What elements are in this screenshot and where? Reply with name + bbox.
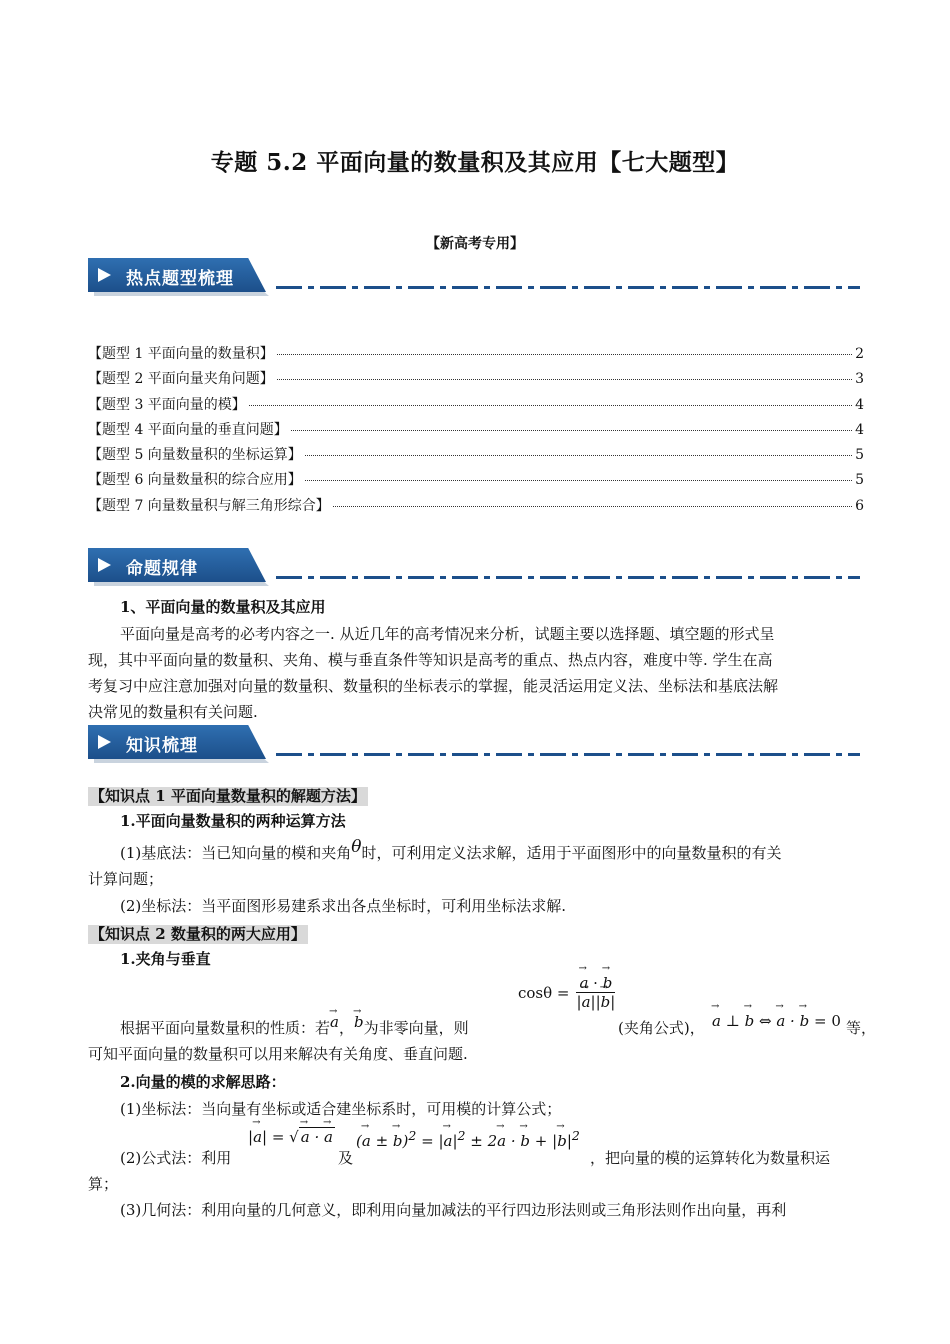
banner-dash-line [276, 286, 860, 289]
perpendicular-condition: → a ⊥ → b ⇔ → a · → b = 0 [712, 1012, 841, 1030]
page-title: 专题 5.2 平面向量的数量积及其应用【七大题型】 [210, 149, 740, 176]
toc-leader-dots [277, 379, 852, 380]
kp1-item-1-text-a: (1)基底法：当已知向量的模和夹角 [120, 844, 352, 862]
kp2-method-2 [120, 1146, 231, 1172]
cosine-formula [518, 974, 618, 1011]
toc-entry-text: 【题型 3 平面向量的模】 [88, 396, 246, 413]
toc-page-number: 2 [855, 346, 864, 362]
vector-a: → a [330, 1010, 339, 1036]
kp2-method-2-text-b: ，把向量的模的运算转化为数量积运 [590, 1149, 831, 1167]
banner-knowledge [88, 725, 868, 765]
toc-leader-dots [333, 506, 852, 507]
toc-page-number: 5 [855, 447, 864, 464]
banner-label: 命题规律 [126, 559, 198, 579]
banner-dash-line [276, 753, 860, 756]
toc-entry-text: 【题型 1 平面向量的数量积】 [88, 346, 274, 362]
toc-page-number: 5 [855, 472, 864, 489]
banner-exam-rules [88, 548, 868, 588]
comma: ， [338, 1019, 354, 1037]
modulus-formula: |→ a| = √→ a · → a [248, 1128, 335, 1146]
toc-row[interactable] [88, 469, 864, 494]
knowledge-point-2-tag: 【知识点 2 数量积的两大应用】 [90, 925, 306, 943]
angle-formula-note: (夹角公式)， [618, 1019, 705, 1037]
toc-page-number: 4 [855, 421, 864, 438]
banner-hot-topics [88, 258, 868, 298]
kp2-method-2-cont: 算； [88, 1175, 119, 1193]
toc-page-number: 3 [855, 371, 864, 388]
rule-line-2: 现，其中平面向量的数量积、夹角、模与垂直条件等知识是高考的重点、热点内容，难度中等. 学生在高 [88, 651, 773, 669]
kp1-item-1-cont: 计算问题； [88, 870, 164, 888]
toc-row[interactable] [88, 419, 864, 444]
banner-label: 知识梳理 [126, 736, 198, 756]
vector-b: → b [354, 1010, 364, 1036]
toc-leader-dots [291, 430, 852, 431]
toc-leader-dots [305, 455, 852, 456]
kp2-line-1-text-b: 为非零向量，则 [363, 1019, 469, 1037]
perp-tail: 等， [846, 1019, 877, 1037]
banner-label: 热点题型梳理 [126, 269, 234, 289]
toc-row[interactable] [88, 444, 864, 469]
kp2-heading-1: 1.夹角与垂直 [120, 950, 211, 968]
toc-page-number: 4 [855, 396, 864, 413]
kp2-method-1: (1)坐标法：当向量有坐标或适合建坐标系时，可用模的计算公式； [120, 1100, 562, 1118]
rule-line-1: 平面向量是高考的必考内容之一. 从近几年的高考情况来分析，试题主要以选择题、填空题的形式呈 [120, 625, 775, 643]
toc-entry-text: 【题型 4 平面向量的垂直问题】 [88, 421, 288, 438]
toc-row[interactable] [88, 394, 864, 419]
toc-row[interactable] [88, 343, 864, 368]
play-triangle-icon [98, 558, 111, 572]
kp1-item-1-text-b: 时，可利用定义法求解，适用于平面图形中的向量数量积的有关 [361, 844, 782, 862]
play-triangle-icon [98, 735, 111, 749]
cosine-fraction [574, 974, 619, 1011]
toc-entry-text: 【题型 6 向量数量积的综合应用】 [88, 472, 302, 489]
knowledge-point-1-tag: 【知识点 1 平面向量数量积的解题方法】 [90, 787, 366, 805]
theta-symbol: θ [351, 837, 362, 857]
play-triangle-icon [98, 268, 111, 282]
kp2-method-3: (3)几何法：利用向量的几何意义，即利用向量加减法的平行四边形法则或三角形法则作出向量，再利 [120, 1201, 787, 1219]
rule-line-4: 决常见的数量积有关问题. [88, 703, 258, 721]
rule-heading: 1、平面向量的数量积及其应用 [120, 598, 326, 616]
rule-line-3: 考复习中应注意加强对向量的数量积、数量积的坐标表示的掌握，能灵活运用定义法、坐标法和基底法解 [88, 677, 779, 695]
toc-leader-dots [277, 354, 852, 355]
toc-entry-text: 【题型 5 向量数量积的坐标运算】 [88, 447, 302, 464]
toc-row[interactable] [88, 495, 864, 520]
and-word: 及 [338, 1149, 354, 1167]
kp1-heading: 1.平面向量数量积的两种运算方法 [120, 812, 346, 830]
kp2-method-2-text-a: (2)公式法：利用 [120, 1149, 232, 1167]
kp2-line-2: 可知平面向量的数量积可以用来解决有关角度、垂直问题. [88, 1045, 468, 1063]
toc-leader-dots [305, 480, 852, 481]
fraction-numerator: → a · → b [576, 974, 615, 993]
cosine-label: cosθ = [518, 983, 570, 1002]
page-subtitle: 【新高考专用】 [426, 236, 524, 252]
banner-dash-line [276, 576, 860, 579]
kp1-item-1 [120, 837, 782, 867]
toc-entry-text: 【题型 2 平面向量夹角问题】 [88, 371, 274, 388]
toc-page-number: 6 [855, 497, 864, 514]
table-of-contents [88, 343, 864, 520]
kp2-heading-2: 2.向量的模的求解思路： [120, 1073, 286, 1091]
kp1-item-2: (2)坐标法：当平面图形易建系求出各点坐标时，可利用坐标法求解. [120, 897, 567, 915]
kp2-line-1-text-a: 根据平面向量数量积的性质：若 [120, 1019, 331, 1037]
toc-leader-dots [249, 405, 852, 406]
toc-entry-text: 【题型 7 向量数量积与解三角形综合】 [88, 497, 330, 514]
kp2-line-1 [120, 1013, 469, 1042]
toc-row[interactable] [88, 368, 864, 393]
square-expansion-formula: (→ a ± → b)$^2$ = |→ $a|^2 \pm 2\to a$ · → b + |→ $b|^2$ [356, 1128, 580, 1150]
fraction-denominator: |→ a||→ b| [574, 993, 619, 1011]
